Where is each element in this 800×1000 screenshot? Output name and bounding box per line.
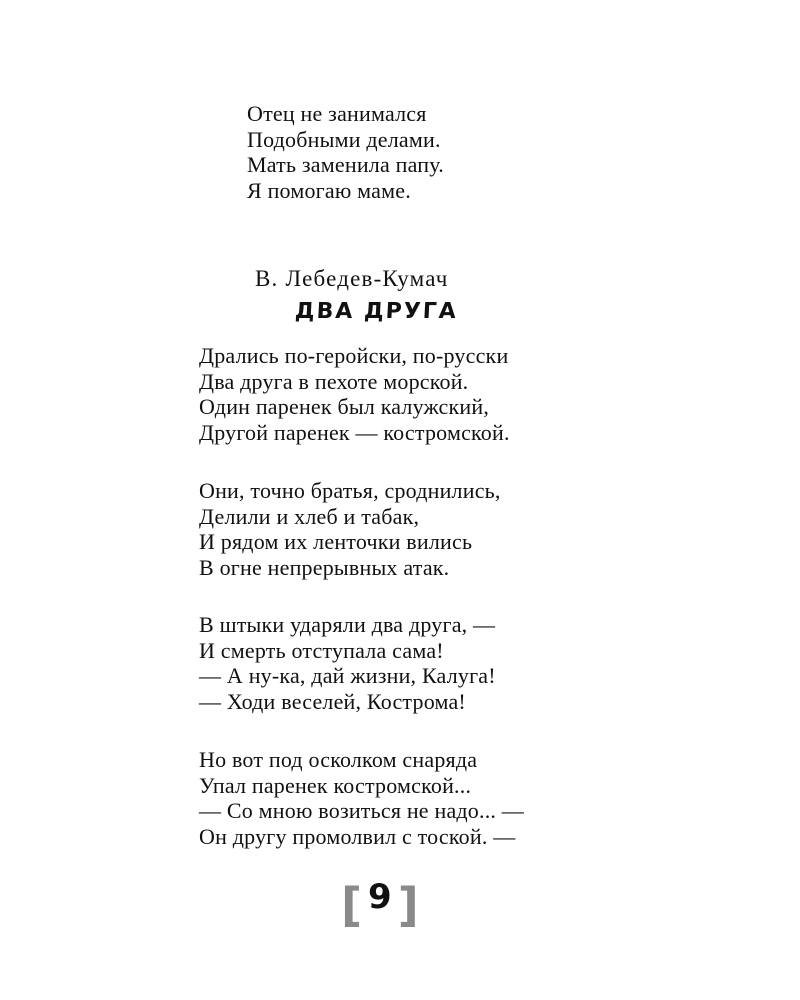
stanza-line: И смерть отступала сама! <box>199 637 444 663</box>
page-bracket-close: ] <box>397 878 419 932</box>
page-number-marker <box>341 877 419 932</box>
stanza-1 <box>199 343 510 445</box>
stanza-line: Он другу промолвил с тоской. — <box>199 823 516 849</box>
stanza-line: — Ходи веселей, Кострома! <box>199 688 466 714</box>
stanza-4 <box>199 747 524 849</box>
stanza-line: Другой паренек — костромской. <box>199 419 510 445</box>
stanza-line: Делили и хлеб и табак, <box>199 503 420 529</box>
stanza-line: Но вот под осколком снаряда <box>199 747 478 772</box>
stanza-line: В огне непрерывных атак. <box>199 554 450 580</box>
stanza-line: Упал паренек костромской... <box>199 772 472 798</box>
stanza-line: Я помогаю маме. <box>247 177 411 203</box>
poem-author: В. Лебедев-Кумач <box>255 266 449 291</box>
page-bracket-open: [ <box>341 878 363 932</box>
stanza-line: — Со мною возиться не надо... — <box>199 798 525 823</box>
stanza-line: Два друга в пехоте морской. <box>199 368 469 394</box>
poem-title: ДВА ДРУГА <box>294 299 459 324</box>
stanza-line: — А ну-ка, дай жизни, Калуга! <box>199 663 496 688</box>
stanza-line: В штыки ударяли два друга, — <box>199 612 496 637</box>
stanza-line: Один паренек был калужский, <box>199 394 490 419</box>
stanza-3 <box>199 612 496 714</box>
stanza-line: Подобными делами. <box>247 126 441 152</box>
stanza-2 <box>199 478 501 580</box>
stanza-line: Дрались по-геройски, по-русски <box>199 343 509 368</box>
stanza-line: И рядом их ленточки вились <box>199 529 473 554</box>
stanza-line: Мать заменила папу. <box>247 152 444 177</box>
stanza-line: Они, точно братья, сроднились, <box>199 478 501 503</box>
previous-poem-stanza <box>247 101 444 203</box>
stanza-line: Отец не занимался <box>247 101 427 126</box>
page-number: 9 <box>368 877 392 917</box>
